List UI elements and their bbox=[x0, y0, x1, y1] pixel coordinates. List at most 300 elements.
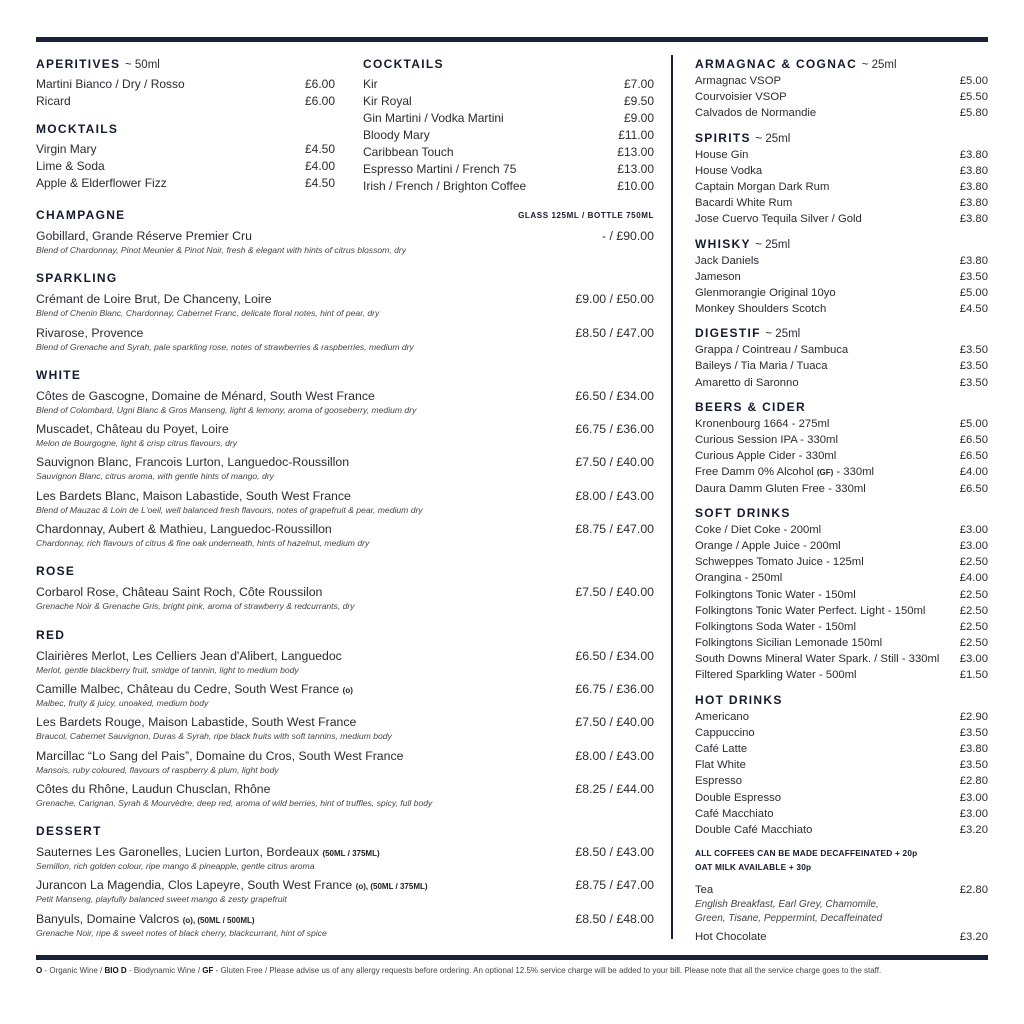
item-name-wrap bbox=[363, 127, 430, 144]
item-name-wrap bbox=[36, 453, 349, 471]
item-name: House Vodka bbox=[695, 164, 763, 177]
section-heading-title: DESSERT bbox=[36, 824, 102, 839]
item-price: £3.80 bbox=[959, 180, 988, 193]
section-heading bbox=[36, 367, 81, 384]
wine-section-rose bbox=[36, 563, 654, 616]
item-price: £3.50 bbox=[959, 344, 988, 357]
item-name: Double Café Macchiato bbox=[695, 823, 813, 836]
section-heading-title: COCKTAILS bbox=[363, 57, 444, 71]
item-price: £8.50 / £43.00 bbox=[575, 845, 654, 860]
wine-section-champagne bbox=[36, 207, 654, 260]
item-description: Sauvignon Blanc, citrus aroma, with gentle hints of mango, dry bbox=[36, 471, 274, 482]
wine-section-red bbox=[36, 627, 654, 813]
item-name: Curious Apple Cider - 330ml bbox=[695, 450, 837, 463]
item-description: Mansois, ruby coloured, flavours of raspberry & plum, light body bbox=[36, 764, 279, 775]
item-name: Kir bbox=[363, 77, 378, 91]
item-price: £6.50 / £34.00 bbox=[575, 648, 654, 663]
section-whisky bbox=[695, 236, 988, 318]
item-name-wrap bbox=[695, 195, 792, 211]
menu-item bbox=[695, 757, 988, 773]
item-name: Les Bardets Rouge, Maison Labastide, South West France bbox=[36, 715, 357, 730]
item-name: Coke / Diet Coke - 200ml bbox=[695, 523, 822, 536]
item-price: £6.50 bbox=[959, 434, 988, 446]
item-name: Café Macchiato bbox=[695, 807, 774, 820]
item-name-wrap bbox=[363, 93, 412, 110]
item-description: Blend of Chardonnay, Pinot Meunier & Pinot Noir, fresh & elegant with hints of citrus blossom, dry bbox=[36, 245, 407, 255]
menu-item bbox=[695, 464, 988, 480]
item-description: Melon de Bourgogne, light & crisp citrus flavours, dry bbox=[36, 438, 238, 449]
item-name-suffix: - 330ml bbox=[833, 466, 875, 479]
item-name-wrap bbox=[36, 876, 428, 894]
item-price: £3.50 bbox=[959, 376, 988, 389]
item-name: Ricard bbox=[36, 94, 71, 108]
menu-item bbox=[695, 105, 988, 121]
item-name-wrap bbox=[695, 464, 874, 480]
item-description: Grenache, Carignan, Syrah & Mourvèdre, deep red, aroma of wild berries, hint of truffles, spicy, full body bbox=[36, 797, 433, 808]
section-heading-title: SOFT DRINKS bbox=[695, 505, 791, 520]
item-name: Tea bbox=[695, 884, 714, 897]
serving-size-note: GLASS 125ML / BOTTLE 750ML bbox=[518, 211, 654, 220]
item-name: Bacardi White Rum bbox=[695, 197, 793, 210]
item-name: Folkingtons Soda Water - 150ml bbox=[695, 620, 856, 633]
section-heading-title: CHAMPAGNE bbox=[36, 208, 126, 222]
menu-item bbox=[36, 324, 654, 342]
item-name: Gin Martini / Vodka Martini bbox=[363, 111, 504, 125]
item-name-wrap bbox=[695, 147, 748, 163]
item-price: £8.50 / £48.00 bbox=[575, 911, 654, 926]
item-name-wrap bbox=[36, 141, 96, 158]
item-name-wrap bbox=[36, 158, 105, 175]
item-price: £7.00 bbox=[623, 77, 654, 91]
item-price: £6.50 bbox=[959, 450, 988, 463]
section-heading-title: SPIRITS bbox=[695, 130, 751, 145]
menu-item bbox=[36, 747, 654, 765]
item-name-wrap bbox=[695, 635, 882, 651]
section-heading-title: BEERS & CIDER bbox=[695, 399, 806, 414]
item-name: Clairières Merlot, Les Celliers Jean d'Alibert, Languedoc bbox=[36, 648, 342, 663]
bottom-rule bbox=[36, 955, 988, 960]
item-name-wrap bbox=[695, 773, 742, 789]
menu-item bbox=[695, 375, 988, 391]
wine-item bbox=[36, 647, 654, 680]
menu-item bbox=[36, 420, 654, 438]
item-name: House Gin bbox=[695, 148, 749, 161]
item-price: £3.00 bbox=[959, 539, 988, 552]
item-name-wrap bbox=[36, 487, 351, 505]
item-name: Folkingtons Tonic Water Perfect. Light - 150ml bbox=[695, 604, 926, 617]
menu-item bbox=[36, 76, 335, 93]
menu-item bbox=[363, 127, 654, 144]
menu-item bbox=[695, 147, 988, 163]
item-name-wrap bbox=[695, 448, 836, 464]
item-name: Jack Daniels bbox=[695, 254, 760, 267]
menu-item bbox=[36, 520, 654, 538]
section-heading-title: ROSE bbox=[36, 564, 76, 579]
section-heading-title: APERITIVES bbox=[36, 57, 121, 71]
item-name-wrap bbox=[695, 163, 762, 179]
footer-abbreviation: GF bbox=[202, 966, 214, 975]
item-price: £4.00 bbox=[959, 572, 988, 585]
item-price: - / £90.00 bbox=[602, 229, 654, 243]
item-price: £2.50 bbox=[959, 588, 988, 601]
section-heading bbox=[695, 236, 988, 253]
item-name-wrap bbox=[695, 882, 713, 898]
spirits-drinks-column bbox=[695, 56, 988, 954]
item-price: £13.00 bbox=[617, 162, 654, 176]
menu-item bbox=[695, 342, 988, 358]
footer-text: - Gluten Free / Please advise us of any allergy requests before ordering. An optional 12.5% service charge will be added to your bill. Please note that all the service charge goes to the staff. bbox=[213, 966, 882, 975]
section-heading bbox=[36, 207, 125, 224]
item-name: Jurancon La Magendia, Clos Lapeyre, South West France bbox=[36, 878, 353, 893]
menu-item bbox=[695, 790, 988, 806]
item-name: Double Espresso bbox=[695, 791, 782, 804]
menu-item bbox=[695, 554, 988, 570]
menu-item bbox=[695, 481, 988, 497]
section-heading-title: MOCKTAILS bbox=[36, 122, 119, 136]
item-price: £8.75 / £47.00 bbox=[575, 878, 654, 893]
item-name: Lime & Soda bbox=[36, 159, 105, 173]
item-description: Blend of Mauzac & Loin de L'oeil, well balanced fresh flavours, notes of grapefruit & pear, medium dry bbox=[36, 504, 423, 515]
section-volume-note: ~ 25ml bbox=[765, 328, 801, 341]
wine-item bbox=[36, 713, 654, 746]
item-name-wrap bbox=[695, 522, 821, 538]
service-note: OAT MILK AVAILABLE + 30p bbox=[695, 862, 812, 873]
menu-item bbox=[363, 178, 654, 195]
menu-item bbox=[695, 211, 988, 227]
menu-item bbox=[695, 882, 988, 898]
item-description: Grenache Noir & Grenache Gris, bright pink, aroma of strawberry & redcurrants, dry bbox=[36, 601, 355, 612]
item-tag: (GF) bbox=[816, 468, 834, 478]
item-price: £1.50 bbox=[959, 669, 988, 682]
menu-item bbox=[36, 290, 654, 308]
item-price: £2.50 bbox=[959, 620, 988, 633]
wine-list bbox=[36, 207, 654, 953]
item-name: Martini Bianco / Dry / Rosso bbox=[36, 77, 185, 91]
aperitives-mocktails-column bbox=[36, 56, 335, 192]
item-price: £11.00 bbox=[618, 128, 654, 142]
item-name-wrap bbox=[36, 76, 185, 93]
section-heading-title: WHISKY bbox=[695, 236, 751, 251]
section-heading bbox=[36, 627, 65, 644]
item-name-wrap bbox=[695, 619, 856, 635]
section-heading bbox=[36, 270, 117, 287]
item-price: £2.80 bbox=[959, 884, 988, 897]
hot-drinks-notes bbox=[695, 846, 988, 874]
section-volume-note: ~ 50ml bbox=[125, 59, 160, 71]
item-price: £3.50 bbox=[959, 726, 988, 739]
item-description: Braucol, Cabernet Sauvignon, Duras & Syrah, ripe black fruits with soft tannins, medium body bbox=[36, 731, 392, 742]
item-price: £3.00 bbox=[959, 807, 988, 820]
section-heading bbox=[36, 121, 335, 138]
wine-item bbox=[36, 290, 654, 323]
item-description: Semillon, rich golden colour, ripe mango & pineapple, gentle citrus aroma bbox=[36, 861, 315, 872]
item-name-wrap bbox=[695, 651, 939, 667]
section-heading bbox=[695, 399, 988, 416]
item-name: Courvoisier VSOP bbox=[695, 91, 787, 104]
item-price: £2.80 bbox=[959, 775, 988, 788]
item-name-wrap bbox=[36, 520, 332, 538]
item-name-wrap bbox=[695, 725, 755, 741]
item-name: Chardonnay, Aubert & Mathieu, Languedoc-Roussillon bbox=[36, 522, 332, 537]
item-price: £2.50 bbox=[959, 604, 988, 617]
menu-item bbox=[695, 741, 988, 757]
item-price: £3.00 bbox=[959, 791, 988, 804]
item-name: Jameson bbox=[695, 270, 741, 283]
section-heading bbox=[695, 325, 988, 342]
item-name: Espresso Martini / French 75 bbox=[363, 162, 517, 176]
item-name: Folkingtons Sicilian Lemonade 150ml bbox=[695, 637, 883, 650]
section-volume-note: ~ 25ml bbox=[755, 238, 791, 251]
item-price: £4.50 bbox=[304, 176, 335, 190]
item-price: £13.00 bbox=[617, 145, 654, 159]
wine-item bbox=[36, 780, 654, 813]
section-heading bbox=[36, 823, 102, 840]
item-name: Schweppes Tomato Juice - 125ml bbox=[695, 556, 864, 569]
item-name-wrap bbox=[695, 375, 799, 391]
section-heading bbox=[36, 56, 335, 73]
item-name: Camille Malbec, Château du Cedre, South West France bbox=[36, 681, 340, 696]
menu-item bbox=[36, 387, 654, 405]
section-heading bbox=[695, 56, 988, 73]
item-price: £4.50 bbox=[304, 142, 335, 156]
service-note: ALL COFFEES CAN BE MADE DECAFFEINATED + 20p bbox=[695, 848, 918, 859]
footer-notes bbox=[36, 964, 986, 978]
menu-item bbox=[363, 93, 654, 110]
item-name: Kronenbourg 1664 - 275ml bbox=[695, 417, 830, 430]
menu-item bbox=[36, 843, 654, 861]
item-name-wrap bbox=[363, 178, 526, 195]
wine-item bbox=[36, 583, 654, 616]
item-name: Bloody Mary bbox=[363, 128, 430, 142]
item-price: £3.00 bbox=[959, 653, 988, 666]
section-heading-title: RED bbox=[36, 627, 66, 642]
item-name-wrap bbox=[695, 432, 838, 448]
item-price: £3.80 bbox=[959, 197, 988, 210]
item-name: Côtes de Gascogne, Domaine de Ménard, South West France bbox=[36, 388, 375, 403]
item-name: Banyuls, Domaine Valcros bbox=[36, 911, 180, 926]
section-header bbox=[36, 627, 654, 644]
item-name-wrap bbox=[695, 179, 829, 195]
section-header bbox=[36, 207, 654, 224]
wine-item bbox=[36, 324, 654, 357]
item-name-wrap bbox=[695, 806, 774, 822]
wine-item bbox=[36, 747, 654, 780]
item-name-wrap bbox=[36, 583, 322, 601]
menu-item bbox=[695, 448, 988, 464]
wine-section-dessert bbox=[36, 823, 654, 943]
wine-item bbox=[36, 843, 654, 876]
item-name-wrap bbox=[695, 269, 741, 285]
item-name-wrap bbox=[36, 420, 229, 438]
menu-item bbox=[36, 910, 654, 928]
menu-item bbox=[695, 301, 988, 317]
wine-item bbox=[36, 876, 654, 909]
item-price: £4.00 bbox=[304, 159, 335, 173]
item-price: £5.00 bbox=[959, 286, 988, 299]
item-name-wrap bbox=[36, 910, 255, 928]
item-name: Jose Cuervo Tequila Silver / Gold bbox=[695, 213, 862, 226]
section-soft-drinks bbox=[695, 505, 988, 684]
menu-item bbox=[36, 141, 335, 158]
wine-item bbox=[36, 387, 654, 420]
item-name: Amaretto di Saronno bbox=[695, 376, 799, 389]
item-name-wrap bbox=[695, 570, 782, 586]
wine-item bbox=[36, 910, 654, 943]
menu-item bbox=[363, 144, 654, 161]
item-tag: (o), (50ML / 375ML) bbox=[355, 882, 428, 892]
item-name-wrap bbox=[36, 93, 71, 110]
menu-item bbox=[695, 522, 988, 538]
menu-item bbox=[695, 538, 988, 554]
item-name: Crémant de Loire Brut, De Chanceny, Loire bbox=[36, 292, 272, 307]
item-price: £8.25 / £44.00 bbox=[575, 781, 654, 796]
item-description: Blend of Grenache and Syrah, pale sparkling rose, notes of strawberries & raspberries, medium dry bbox=[36, 341, 414, 352]
item-name: Americano bbox=[695, 710, 749, 723]
item-name-wrap bbox=[695, 89, 787, 105]
item-price: £5.00 bbox=[959, 417, 988, 430]
wine-item bbox=[36, 420, 654, 453]
item-name-wrap bbox=[695, 757, 746, 773]
item-name-wrap bbox=[363, 110, 504, 127]
cocktails-column bbox=[363, 56, 654, 195]
item-price: £3.00 bbox=[959, 523, 988, 536]
item-price: £9.00 / £50.00 bbox=[575, 292, 654, 307]
top-rule bbox=[36, 37, 988, 42]
footer-text: - Biodynamic Wine / bbox=[126, 966, 203, 975]
item-name-wrap bbox=[36, 680, 353, 698]
menu-item bbox=[36, 93, 335, 110]
menu-item bbox=[36, 453, 654, 471]
item-name-wrap bbox=[695, 73, 781, 89]
item-name: Armagnac VSOP bbox=[695, 75, 782, 87]
item-name-wrap bbox=[695, 416, 829, 432]
item-price: £9.50 bbox=[623, 94, 654, 108]
section-header bbox=[36, 823, 654, 840]
menu-item bbox=[363, 161, 654, 178]
section-header bbox=[36, 563, 654, 580]
item-name-wrap bbox=[363, 76, 378, 93]
menu-item bbox=[695, 179, 988, 195]
item-name: Hot Chocolate bbox=[695, 931, 767, 944]
item-name: Calvados de Normandie bbox=[695, 107, 817, 120]
item-price: £6.50 bbox=[959, 482, 988, 495]
item-price: £7.50 / £40.00 bbox=[575, 585, 654, 600]
item-name-wrap bbox=[695, 554, 864, 570]
item-price: £6.75 / £36.00 bbox=[575, 681, 654, 696]
item-price: £6.00 bbox=[304, 94, 335, 108]
item-price: £5.50 bbox=[959, 91, 988, 104]
menu-item bbox=[36, 175, 335, 192]
item-name: Kir Royal bbox=[363, 94, 412, 108]
section-heading-title: ARMAGNAC & COGNAC bbox=[695, 57, 858, 71]
item-price: £6.00 bbox=[304, 77, 335, 91]
menu-item bbox=[695, 432, 988, 448]
item-description: Merlot, gentle blackberry fruit, smidge of tannin, light to medium body bbox=[36, 664, 299, 675]
section-header bbox=[36, 367, 654, 384]
item-price: £3.80 bbox=[959, 743, 988, 755]
item-price: £3.50 bbox=[959, 759, 988, 772]
item-price: £3.50 bbox=[959, 270, 988, 283]
section-heading bbox=[695, 692, 988, 709]
menu-item bbox=[36, 487, 654, 505]
item-name: Sauternes Les Garonelles, Lucien Lurton, Bordeaux bbox=[36, 845, 320, 860]
item-name: Cappuccino bbox=[695, 726, 755, 739]
item-name-wrap bbox=[36, 175, 167, 192]
menu-item bbox=[695, 603, 988, 619]
menu-item bbox=[695, 195, 988, 211]
item-price: £3.80 bbox=[959, 254, 988, 267]
menu-item-extended bbox=[695, 882, 988, 926]
menu-item bbox=[695, 635, 988, 651]
item-name-wrap bbox=[695, 741, 747, 757]
section-heading bbox=[363, 56, 654, 73]
item-price: £3.80 bbox=[959, 148, 988, 161]
section-aperitives bbox=[36, 56, 335, 110]
item-name: Corbarol Rose, Château Saint Roch, Côte Roussilon bbox=[36, 585, 323, 600]
column-divider bbox=[671, 55, 673, 939]
item-price: £3.20 bbox=[959, 931, 988, 944]
item-name: Grappa / Cointreau / Sambuca bbox=[695, 344, 849, 357]
item-name-wrap bbox=[695, 285, 836, 301]
menu-item bbox=[695, 709, 988, 725]
item-name-wrap bbox=[695, 481, 866, 497]
section-heading-title: HOT DRINKS bbox=[695, 692, 783, 707]
menu-item bbox=[695, 570, 988, 586]
item-price: £3.80 bbox=[959, 213, 988, 226]
menu-item bbox=[695, 253, 988, 269]
section-heading-title: SPARKLING bbox=[36, 271, 118, 286]
item-name-wrap bbox=[695, 790, 781, 806]
menu-item bbox=[695, 667, 988, 683]
item-name: Orange / Apple Juice - 200ml bbox=[695, 539, 841, 552]
menu-item bbox=[36, 680, 654, 698]
item-description: Malbec, fruity & juicy, unoaked, medium body bbox=[36, 697, 209, 708]
item-price: £8.00 / £43.00 bbox=[575, 748, 654, 763]
item-name: Les Bardets Blanc, Maison Labastide, South West France bbox=[36, 488, 351, 503]
footer-abbreviation: O bbox=[36, 966, 43, 975]
menu-item bbox=[363, 110, 654, 127]
section-armagnac-cognac bbox=[695, 56, 988, 122]
item-price: £8.00 / £43.00 bbox=[575, 488, 654, 503]
item-name: Rivarose, Provence bbox=[36, 325, 144, 340]
menu-item bbox=[695, 587, 988, 603]
item-price: £10.00 bbox=[617, 179, 654, 193]
menu-item bbox=[695, 822, 988, 838]
item-name: Baileys / Tia Maria / Tuaca bbox=[695, 360, 828, 373]
item-name-wrap bbox=[695, 253, 759, 269]
item-name-wrap bbox=[36, 647, 342, 665]
item-name: Caribbean Touch bbox=[363, 145, 454, 159]
menu-item bbox=[36, 780, 654, 798]
item-name-wrap bbox=[363, 144, 454, 161]
item-name-wrap bbox=[695, 822, 812, 838]
item-name-wrap bbox=[695, 538, 841, 554]
item-price: £8.50 / £47.00 bbox=[575, 325, 654, 340]
item-price: £2.90 bbox=[959, 710, 988, 723]
section-header bbox=[36, 270, 654, 287]
item-name-wrap bbox=[36, 227, 252, 245]
item-name-wrap bbox=[695, 342, 848, 358]
item-name: Captain Morgan Dark Rum bbox=[695, 180, 830, 193]
wine-item bbox=[36, 453, 654, 486]
item-name: Irish / French / Brighton Coffee bbox=[363, 179, 527, 193]
item-name: Orangina - 250ml bbox=[695, 572, 783, 585]
item-name-wrap bbox=[36, 324, 143, 342]
section-heading bbox=[695, 505, 988, 522]
item-name: Free Damm 0% Alcohol bbox=[695, 466, 814, 479]
wine-item bbox=[36, 680, 654, 713]
menu-item bbox=[363, 76, 654, 93]
